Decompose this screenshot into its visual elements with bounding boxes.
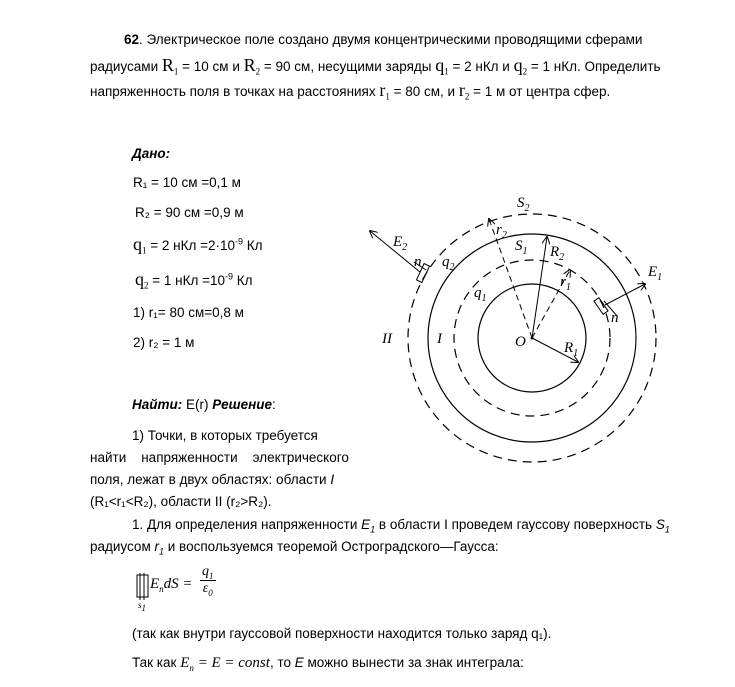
E1-vector <box>605 284 645 305</box>
given-r2: 2) r₂ = 1 м <box>133 335 195 350</box>
note-line: (так как внутри гауссовой поверхности находится только заряд q₁). <box>132 626 552 641</box>
para1-line3: поля, лежат в двух областях: области I <box>90 472 335 487</box>
const-formula: $E_n = E$ = const <box>180 655 270 673</box>
svg-text:E2: $E_2$ <box>393 234 408 253</box>
given-R2: R₂ = 90 см =0,9 м <box>135 205 244 220</box>
svg-text:r1: $r_1$ <box>560 274 571 293</box>
svg-text:O: O <box>515 334 526 350</box>
find-line: Найти: E(r) Решение: <box>132 397 276 412</box>
given-q2: $q_2 = 1$ нКл $=10^{-9}$ Кл <box>135 269 253 291</box>
last-line: Так как $E_n = E$ = const, то E можно вынести за знак интеграла: <box>132 655 524 673</box>
para1-line1: 1) Точки, в которых требуется <box>132 428 318 443</box>
given-title: Дано: <box>132 146 171 161</box>
svg-text:II: II <box>382 331 392 347</box>
svg-text:r2: $r_2$ <box>496 222 507 241</box>
problem-line-3: напряженность поля в точках на расстояниях $r_1 = 80$ см, и $r_2 = 1$ м от центра сфер. <box>90 80 611 102</box>
para2-line2: радиусом $r_1$ и воспользуемся теоремой Остроградского—Гаусса: <box>90 539 499 557</box>
svg-text:q1: $q_1$ <box>474 285 487 304</box>
problem-line-2: радиусами $R_1 = 10$ см и $R_2 = 90$ см, несущими заряды $q_1 = 2$ нКл и $q_2 = 1$ нКл. Определить <box>90 55 661 77</box>
R2-radius <box>532 237 547 338</box>
surface-integral-icon <box>136 570 150 604</box>
para1-line4: (R₁<r₁<R₂), области II (r₂>R₂). <box>90 494 272 509</box>
surface-element-right <box>594 298 608 315</box>
svg-text:S2: $S_2$ <box>517 195 530 214</box>
svg-text:n: n <box>611 310 619 326</box>
para2-line1: 1. Для определения напряженности $E_1$ в области I проведем гауссову поверхность $S_1$ <box>132 517 670 535</box>
gauss-formula: $E_ndS$ = $\frac{q_1}{\varepsilon_0}$ $s_1$ <box>138 564 214 613</box>
svg-text:R1: $R_1$ <box>564 340 579 359</box>
svg-text:q2: $q_2$ <box>442 254 455 273</box>
spheres-diagram <box>355 185 735 485</box>
center-point <box>531 337 534 340</box>
integral-limit: $s_1$ <box>138 600 147 613</box>
gauss-fraction: $\frac{q_1}{\varepsilon_0}$ <box>202 564 214 598</box>
problem-line-1: 62. Электрическое поле создано двумя концентрическими проводящими сферами <box>124 32 643 47</box>
given-R1: R₁ = 10 см =0,1 м <box>133 175 241 190</box>
svg-text:E1: $E_1$ <box>648 264 663 283</box>
svg-text:S1: $S_1$ <box>515 238 528 257</box>
svg-text:R2: $R_2$ <box>550 244 565 263</box>
given-r1: 1) r₁= 80 см=0,8 м <box>133 305 244 320</box>
para1-line2: найти напряженности электрического <box>90 450 349 465</box>
problem-number: 62 <box>124 32 140 47</box>
svg-text:n: n <box>414 254 422 270</box>
given-q1: $q_1 = 2$ нКл $=2\cdot 10^{-9}$ Кл <box>133 234 263 256</box>
svg-text:I: I <box>437 331 442 347</box>
